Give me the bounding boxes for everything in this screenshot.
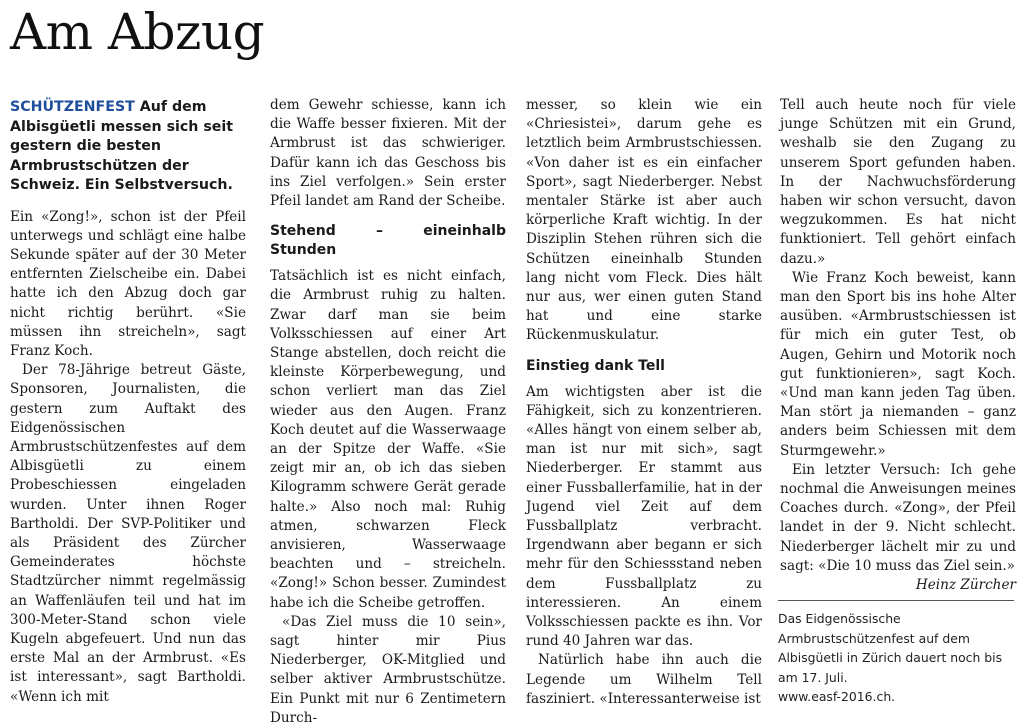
- subheading: Einstieg dank Tell: [526, 357, 665, 374]
- lead-kicker: SCHÜTZENFEST: [10, 99, 135, 115]
- paragraph: Tell auch heute noch für viele junge Schützen mit ein Grund, weshalb sie den Zugang zu unserem Sport gefunden haben. In der Nachwuchsförderung haben wir schon versucht, davon wegzukommen. Es hat nicht funktioniert. Tell gehört einfach dazu.»: [780, 97, 1016, 267]
- info-box: [778, 600, 1014, 707]
- subheading: Stehend – eineinhalb Stunden: [270, 223, 506, 259]
- paragraph-text: Ein letzter Versuch: Ich gehe nochmal die Anweisungen meines Coaches durch. «Zong», der Pfeil landet in der 9. Nicht schlecht. Niederberger lächelt mir zu und sagt: «Die 10 muss das Ziel sein.»: [780, 461, 1016, 574]
- paragraph: messer, so klein wie ein «Chriesistei», darum gehe es letztlich beim Armbrustschiessen. «Von daher ist es ein einfacher Sport», sagt Niederberger. Nebst mentaler Stärke ist aber auch körperliche Kraft wichtig. In der Disziplin Stehen rühren sich die Schützen eineinhalb Stunden lang nicht vom Fleck. Dies hält nur aus, wer einen guten Stand hat und eine starke Rückenmuskulatur.: [526, 97, 762, 344]
- paragraph: Natürlich habe ihn auch die Legende um Wilhelm Tell fasziniert. «Interessanterweise ist: [526, 652, 762, 707]
- paragraph: Wie Franz Koch beweist, kann man den Sport bis ins hohe Alter ausüben. «Armbrustschiessen ist für mich ein guter Test, ob Augen, Gehirn und Motorik noch gut funktionieren», sagt Koch. «Und man kann jeden Tag üben. Man stört ja niemanden – ganz anders beim Schiessen mit dem Sturmgewehr.»: [780, 269, 1016, 459]
- paragraph: Am wichtigsten aber ist die Fähigkeit, sich zu konzentrieren. «Alles hängt von einem selber ab, man ist nur mit sich», sagt Niederberger. Er stammt aus einer Fussballerfamilie, hat in der Jugend viel Zeit auf dem Fussballplatz verbracht. Irgendwann aber begann er sich mehr für den Schiessstand neben dem Fussballplatz zu interessieren. An einem Volksschiessen packte es ihn. Vor rund 40 Jahren war das.: [526, 383, 762, 650]
- column-2: [270, 96, 506, 728]
- paragraph: Der 78-Jährige betreut Gäste, Sponsoren, Journalisten, die gestern zum Auftakt des Eidgenössischen Armbrustschützenfestes auf dem Albisgüetli zu einem Probeschiessen eingeladen wurden. Unter ihnen Roger Bartholdi. Der SVP-Politiker und als Präsident des Zürcher Gemeinderates höchste Stadtzürcher nimmt regelmässig an Waffenläufen teil und hat im 300-Meter-Stand schon viele Kugeln abgefeuert. Und nun das erste Mal an der Armbrust. «Es ist interessant», sagt Bartholdi. «Wenn ich mit: [10, 362, 246, 705]
- author-byline: Heinz Zürcher: [915, 577, 1016, 594]
- info-url: www.easf-2016.ch.: [778, 689, 896, 704]
- column-1: [10, 98, 246, 707]
- paragraph: dem Gewehr schiesse, kann ich die Waffe besser fixieren. Mit der Armbrust ist das schwieriger. Dafür kann ich das Geschoss bis ins Ziel verfolgen.» Sein erster Pfeil landet am Rand der Scheibe.: [270, 97, 506, 210]
- paragraph: Ein «Zong!», schon ist der Pfeil unterwegs und schlägt eine halbe Sekunde später auf der 30 Meter entfernten Zielscheibe ein. Dabei hatte ich den Abzug doch gar nicht richtig berührt. «Sie müssen ihn streicheln», sagt Franz Koch.: [10, 208, 246, 359]
- column-4: [780, 96, 1016, 595]
- paragraph-last: [780, 461, 1016, 594]
- info-text: Das Eidgenössische Armbrustschützenfest auf dem Albisgüetli in Zürich dauert noch bis am 17. Juli.: [778, 611, 1003, 685]
- headline: Am Abzug: [10, 3, 265, 61]
- paragraph: Tatsächlich ist es nicht einfach, die Armbrust ruhig zu halten. Zwar darf man sie beim Volksschiessen auf einer Art Stange abstellen, doch reicht die kleinste Körperbewegung, und schon verliert man das Ziel wieder aus den Augen. Franz Koch deutet auf die Wasserwaage an der Spitze der Waffe. «Sie zeigt mir an, ob ich das sieben Kilogramm schwere Gerät gerade halte.» Also noch mal: Ruhig atmen, schwarzen Fleck anvisieren, Wasserwaage beachten und – streicheln. «Zong!» Schon besser. Zumindest habe ich die Scheibe getroffen.: [270, 268, 506, 611]
- paragraph: «Das Ziel muss die 10 sein», sagt hinter mir Pius Niederberger, OK-Mitglied und selber aktiver Armbrustschütze. Ein Punkt mit nur 6 Zentimetern Durch-: [270, 613, 506, 726]
- lead: [10, 98, 246, 196]
- column-3: [526, 96, 762, 709]
- lead-text: Auf dem Albisgüetli messen sich seit gestern die besten Armbrustschützen der Schweiz. Ein Selbstversuch.: [10, 99, 234, 193]
